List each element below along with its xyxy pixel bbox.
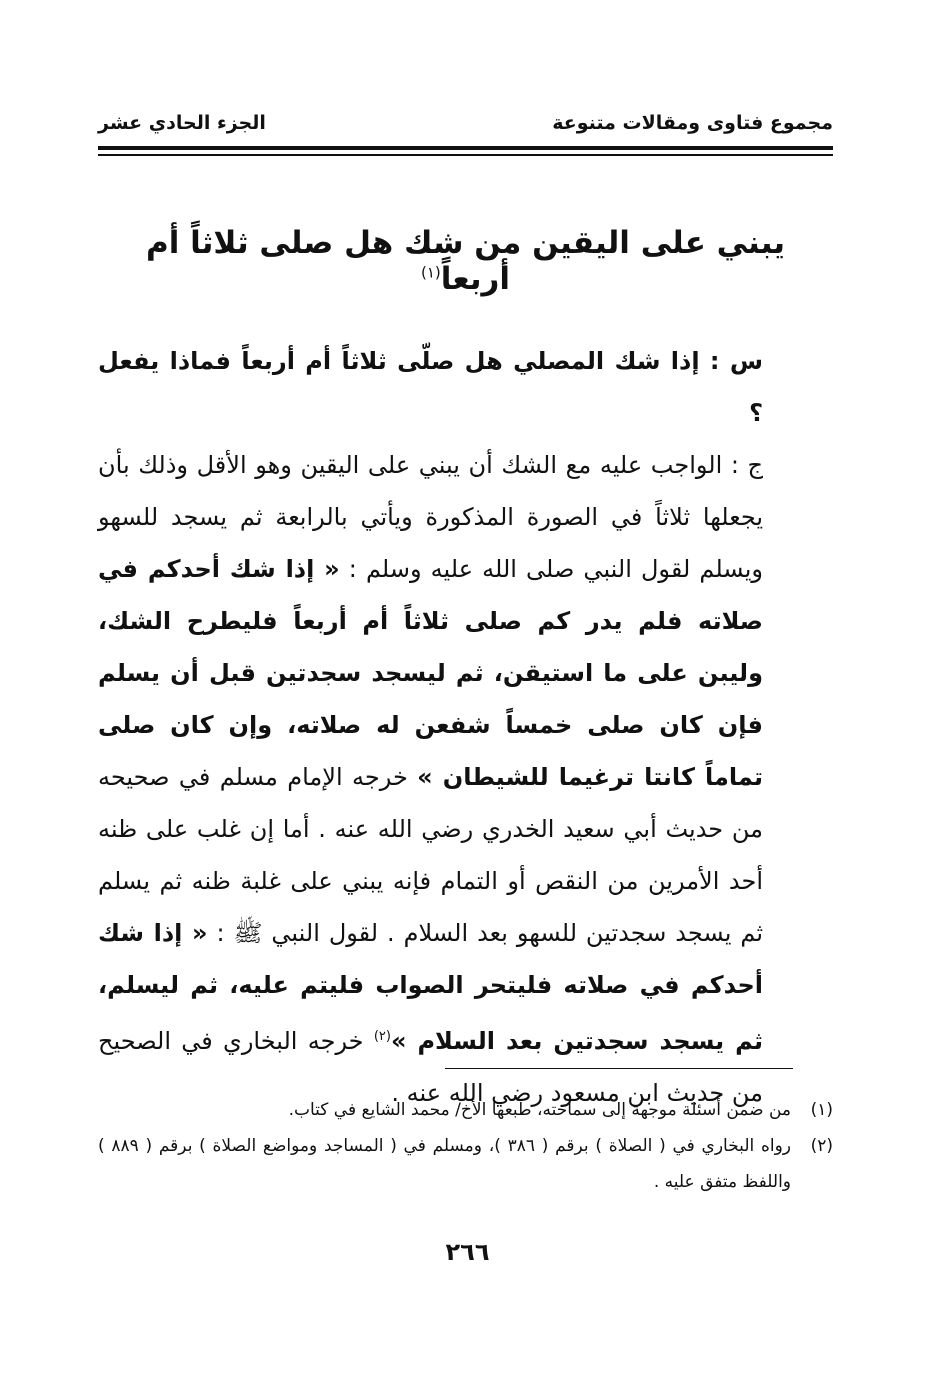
footnote-item (98, 1092, 833, 1128)
footnote-number: (١) (810, 1100, 833, 1120)
answer-text-3: خرجه البخاري في الصحيح من حديث ابن مسعود رضي الله عنه . (98, 1027, 763, 1107)
header-rule-thick (98, 146, 833, 150)
answer-text-1: ج : الواجب عليه مع الشك أن يبني على اليقين وهو الأقل وذلك بأن يجعلها ثلاثاً في الصورة المذكورة ويأتي بالرابعة ثم يسجد للسهو ويسلم لقول النبي صلى الله عليه وسلم : (98, 451, 763, 583)
volume-label: الجزء الحادي عشر (98, 112, 266, 134)
header-rule-thin (98, 154, 833, 156)
footnote-text: رواه البخاري في ( الصلاة ) برقم ( ٣٨٦ )، ومسلم في ( المساجد ومواضع الصلاة ) برقم ( ٨٨٩ ) واللفظ متفق عليه . (98, 1136, 791, 1192)
footnote-number: (٢) (810, 1136, 833, 1156)
footnote-item (98, 1128, 833, 1200)
hadith-quote-2: « إذا شك أحدكم في صلاته فليتحر الصواب فليتم عليه، ثم ليسلم، ثم يسجد سجدتين بعد السلام » (98, 919, 763, 1055)
running-header (98, 112, 833, 134)
footnote-separator (445, 1068, 793, 1069)
hadith-quote-1: « إذا شك أحدكم في صلاته فلم يدر كم صلى ثلاثاً أم أربعاً فليطرح الشك، وليبن على ما استيقن، ثم ليسجد سجدتين قبل أن يسلم فإن كان صلى خمساً شفعن له صلاته، وإن كان صلى تماماً كانتا ترغيما للشيطان » (98, 555, 763, 791)
question-paragraph: س : إذا شك المصلي هل صلّى ثلاثاً أم أربعاً فماذا يفعل ؟ (98, 347, 763, 427)
article-title (98, 225, 833, 297)
answer-paragraph (98, 439, 833, 1119)
article-body (98, 335, 833, 1119)
page-number: ٢٦٦ (445, 1238, 490, 1266)
hadith-footnote-marker: (٢) (373, 1029, 391, 1044)
answer-text-2: خرجه الإمام مسلم في صحيحه من حديث أبي سعيد الخدري رضي الله عنه . أما إن غلب على ظنه أحد الأمرين من النقص أو التمام فإنه يبني على غلبة ظنه ثم يسلم ثم يسجد سجدتين للسهو بعد السلام . لقول النبي ﷺ : (98, 763, 764, 947)
footnotes (98, 1092, 833, 1200)
article-title-text: يبني على اليقين من شك هل صلى ثلاثاً أم أربعاً (145, 225, 785, 297)
title-footnote-marker: (١) (420, 263, 441, 282)
book-title: مجموع فتاوى ومقالات متنوعة (552, 112, 833, 134)
footnote-text: من ضمن أسئلة موجهة إلى سماحته، طبعها الأخ/ محمد الشايع في كتاب. (288, 1100, 791, 1120)
